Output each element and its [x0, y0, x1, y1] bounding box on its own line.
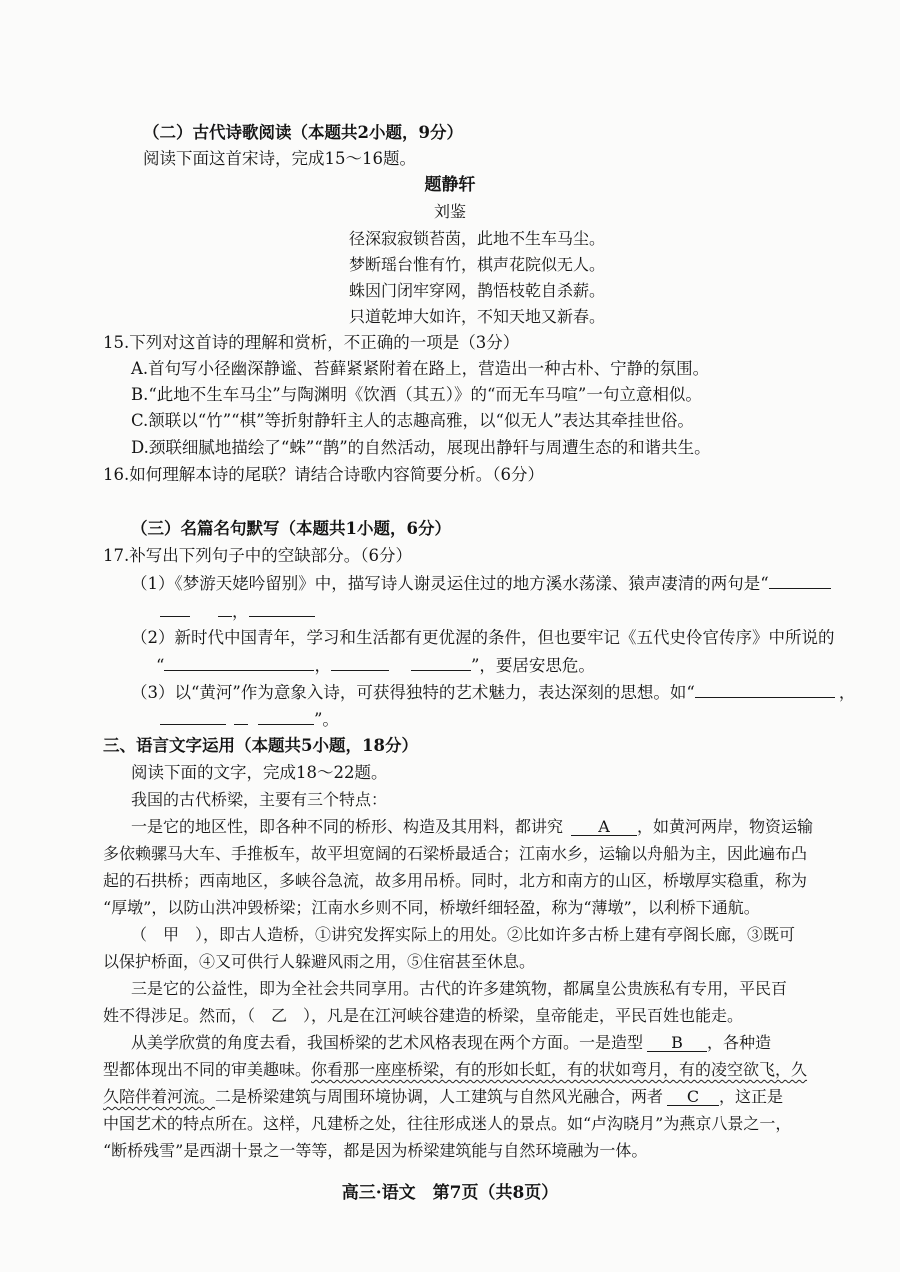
part3-instruction: 阅读下面的文字，完成18～22题。: [131, 763, 388, 782]
poem-line: 径深寂寂锁苔茵，此地不生车马尘。: [349, 229, 606, 248]
blank-a: A: [571, 819, 637, 836]
q16-stem: 16.如何理解本诗的尾联？请结合诗歌内容简要分析。（6分）: [103, 465, 544, 484]
passage-intro: 我国的古代桥梁，主要有三个特点：: [131, 790, 388, 809]
part3-heading: 三、语言文字运用（本题共5小题，18分）: [103, 736, 418, 755]
q15-option-b: B.“此地不生车马尘”与陶渊明《饮酒（其五）》的“而无车马喧”一句立意相似。: [131, 385, 702, 404]
answer-blank[interactable]: [234, 708, 248, 725]
poem-line: 梦断瑶台惟有竹，棋声花院似无人。: [349, 255, 606, 274]
passage-text: ，如黄河两岸，物资运输: [637, 817, 814, 836]
answer-blank[interactable]: [331, 654, 389, 671]
q17-comma: ，: [838, 683, 856, 702]
wavy-underlined-text: 久陪伴着河流。: [103, 1087, 216, 1106]
q17-part3-text: （3）以“黄河”作为意象入诗，可获得独特的艺术魅力，表达深刻的思想。如“: [131, 683, 695, 702]
answer-blank[interactable]: [249, 600, 315, 617]
q17-open-quote: “: [156, 656, 165, 675]
q17-part2-cont: [156, 654, 595, 677]
answer-blank[interactable]: [258, 708, 314, 725]
passage-p4-line3: [103, 1086, 783, 1108]
passage-p4-line4: 中国艺术的特点所在。这样，凡建桥之处，往往形成迷人的景点。如“卢沟晓月”为燕京八景之一，: [103, 1114, 792, 1133]
q17-comma: ，: [314, 656, 331, 675]
passage-text: 一是它的地区性，即各种不同的桥形、构造及其用料，都讲究: [131, 817, 564, 836]
passage-p1-line4: “厚墩”，以防山洪冲毁桥梁；江南水乡则不同，桥墩纤细轻盈，称为“薄墩”，以利桥下通航。: [103, 898, 760, 917]
q17-part1: [131, 572, 831, 595]
answer-blank[interactable]: [164, 654, 314, 671]
passage-text: 从美学欣赏的角度去看，我国桥梁的艺术风格表现在两个方面。一是造型: [131, 1033, 644, 1052]
section2-instruction: 阅读下面这首宋诗，完成15～16题。: [143, 149, 416, 168]
passage-p4-line1: [131, 1032, 771, 1054]
q17-part2-end: ”，要居安思危。: [470, 656, 595, 675]
q15-option-d: D.颈联细腻地描绘了“蛛”“鹊”的自然活动，展现出静轩与周遭生态的和谐共生。: [131, 438, 711, 457]
q17-part3-end: ”。: [314, 710, 339, 729]
passage-p4-line2: [103, 1059, 807, 1081]
passage-p3-line1: 三是它的公益性，即为全社会共同享用。古代的许多建筑物，都属皇公贵族私有专用，平民百: [131, 979, 788, 998]
poem-author: 刘鉴: [433, 202, 466, 221]
answer-blank[interactable]: [769, 572, 831, 589]
passage-text: ，各种造: [707, 1033, 772, 1052]
q17-part1-cont: [160, 600, 315, 623]
poem-line: 只道乾坤大如许，不知天地又新春。: [349, 307, 606, 326]
page-footer: 高三·语文 第7页（共8页）: [341, 1183, 559, 1203]
answer-blank[interactable]: [695, 681, 835, 698]
poem-line: 蛛因门闭牢穿网，鹊悟枝乾自杀薪。: [349, 281, 606, 300]
blank-c: C: [667, 1089, 719, 1106]
passage-p2-line2: 以保护桥面，④又可供行人躲避风雨之用，⑤住宿甚至休息。: [103, 952, 536, 971]
wavy-underlined-text: 你看那一座座桥梁，有的形如长虹，有的状如弯月，有的凌空欲飞，久: [311, 1060, 808, 1079]
answer-blank[interactable]: [160, 600, 190, 617]
section2-heading: （二）古代诗歌阅读（本题共2小题，9分）: [143, 123, 463, 142]
q17-part1-text: （1）《梦游天姥吟留别》中，描写诗人谢灵运住过的地方溪水荡漾、猿声凄清的两句是“: [131, 574, 769, 593]
q15-stem: 15.下列对这首诗的理解和赏析，不正确的一项是（3分）: [103, 333, 520, 352]
answer-blank[interactable]: [411, 654, 471, 671]
passage-p1-line2: 多依赖骡马大车、手推板车，故平坦宽阔的石梁桥最适合；江南水乡，运输以舟船为主，因此遍布凸: [103, 844, 808, 863]
q15-option-a: A.首句写小径幽深静谧、苔藓紧紧附着在路上，营造出一种古朴、宁静的氛围。: [131, 359, 710, 378]
passage-p1-line1: [131, 816, 813, 838]
q15-option-c: C.颔联以“竹”“棋”等折射静轩主人的志趣高雅，以“似无人”表达其牵挂世俗。: [131, 411, 694, 430]
passage-text: 二是桥梁建筑与周围环境协调，人工建筑与自然风光融合，两者: [215, 1087, 664, 1106]
q17-part3-cont: [160, 708, 339, 731]
q17-stem: 17.补写出下列句子中的空缺部分。（6分）: [103, 546, 412, 565]
passage-p1-line3: 起的石拱桥；西南地区，多峡谷急流，故多用吊桥。同时，北方和南方的山区，桥墩厚实稳重，称为: [103, 871, 808, 890]
passage-p2-line1: （ 甲 ），即古人造桥，①讲究发挥实际上的用处。②比如许多古桥上建有亭阁长廊，③既可: [131, 925, 796, 944]
answer-blank[interactable]: [160, 708, 226, 725]
passage-text: 型都体现出不同的审美趣味。: [103, 1060, 312, 1079]
passage-p4-line5: “断桥残雪”是西湖十景之一等等，都是因为桥梁建筑能与自然环境融为一体。: [103, 1141, 648, 1160]
passage-text: ，这正是: [719, 1087, 784, 1106]
blank-b: B: [647, 1035, 707, 1052]
poem-title: 题静轩: [424, 175, 476, 195]
q17-part3: [131, 681, 855, 704]
answer-blank[interactable]: [218, 600, 232, 617]
passage-p3-line2: 姓不得涉足。然而，（ 乙 ），凡是在江河峡谷建造的桥梁，皇帝能走，平民百姓也能走。: [103, 1006, 744, 1025]
section3-heading: （三）名篇名句默写（本题共1小题，6分）: [131, 519, 451, 538]
q17-comma: ，: [232, 602, 249, 621]
q17-part2: （2）新时代中国青年，学习和生活都有更优渥的条件，但也要牢记《五代史伶官传序》中所说的: [131, 628, 835, 647]
